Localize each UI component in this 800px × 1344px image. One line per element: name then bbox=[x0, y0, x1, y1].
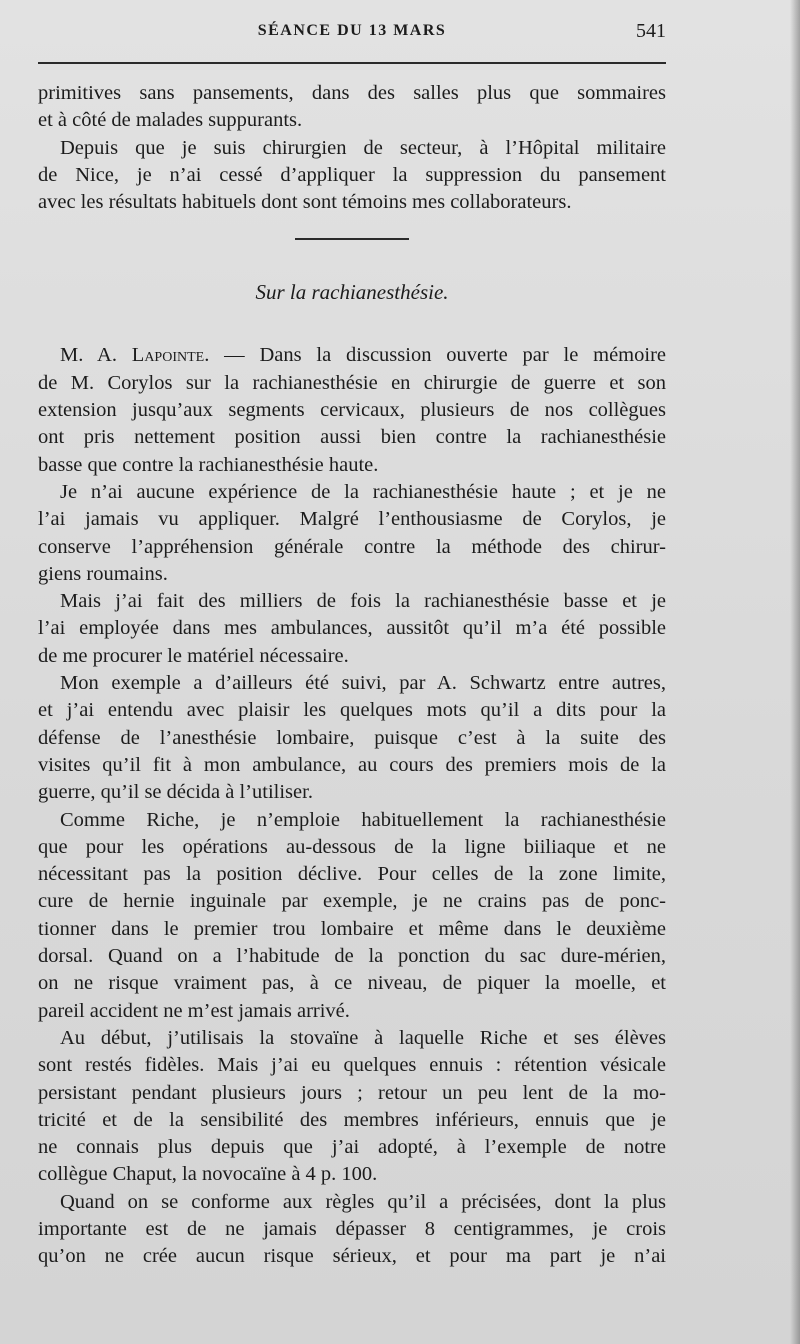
text-line: avec les résultats habituels dont sont témoins mes collaborateurs. bbox=[38, 191, 572, 214]
speaker-name: Lapointe bbox=[131, 344, 205, 367]
paragraph bbox=[38, 670, 666, 806]
text-line: dorsal. Quand on a l’habitude de la ponction du sac dure-mérien, bbox=[38, 945, 666, 968]
text-line: extension jusqu’aux segments cervicaux, plusieurs de nos collègues bbox=[38, 399, 666, 422]
text-line: ont pris nettement position aussi bien contre la rachianesthésie bbox=[38, 426, 666, 449]
text-line: de Nice, je n’ai cessé d’appliquer la suppression du pansement bbox=[38, 163, 666, 186]
text-line: guerre, qu’il se décida à l’utiliser. bbox=[38, 781, 313, 804]
text-line: pareil accident ne m’est jamais arrivé. bbox=[38, 999, 350, 1022]
speaker-rest: . — Dans la discussion ouverte par le mémoire bbox=[204, 344, 666, 367]
paragraph bbox=[38, 1025, 666, 1189]
paragraph bbox=[38, 479, 666, 588]
text-line: visites qu’il fit à mon ambulance, au cours des premiers mois de la bbox=[38, 753, 666, 776]
text-line: persistant pendant plusieurs jours ; retour un peu lent de la mo- bbox=[38, 1081, 666, 1104]
text-line: tionner dans le premier trou lombaire et même dans le deuxième bbox=[38, 917, 666, 940]
paragraph bbox=[38, 135, 666, 217]
paragraph bbox=[38, 342, 666, 478]
text-line: tricité et de la sensibilité des membres inférieurs, ennuis que je bbox=[38, 1108, 666, 1131]
text-line: Depuis que je suis chirurgien de secteur, à l’Hôpital militaire bbox=[60, 136, 666, 159]
text-line: Quand on se conforme aux règles qu’il a précisées, dont la plus bbox=[60, 1190, 666, 1213]
text-line: et j’ai entendu avec plaisir les quelques mots qu’il a dits pour la bbox=[38, 699, 666, 722]
section-separator-rule bbox=[295, 238, 409, 240]
text-line: l’ai jamais vu appliquer. Malgré l’enthousiasme de Corylos, je bbox=[38, 508, 666, 531]
text-line: conserve l’appréhension générale contre la méthode des chirur- bbox=[38, 535, 666, 558]
section-title: Sur la rachianesthésie. bbox=[255, 280, 449, 305]
text-line: de me procurer le matériel nécessaire. bbox=[38, 644, 349, 667]
paragraph bbox=[38, 588, 666, 670]
paragraph-intro bbox=[38, 80, 666, 135]
text-line: collègue Chaput, la novocaïne à 4 p. 100. bbox=[38, 1163, 378, 1186]
text-line: giens roumains. bbox=[38, 562, 168, 585]
page-number: 541 bbox=[636, 20, 666, 42]
paragraph bbox=[38, 1189, 666, 1271]
body-text bbox=[38, 80, 666, 1271]
page-edge-shadow bbox=[790, 0, 800, 1344]
text-line: sont restés fidèles. Mais j’ai eu quelques ennuis : rétention vésicale bbox=[38, 1054, 666, 1077]
text-line: et à côté de malades suppurants. bbox=[38, 109, 303, 132]
paragraph bbox=[38, 807, 666, 1025]
speaker-prefix: M. A. bbox=[60, 344, 132, 367]
text-line: Je n’ai aucune expérience de la rachianesthésie haute ; et je ne bbox=[60, 480, 666, 503]
text-line: qu’on ne crée aucun risque sérieux, et pour ma part je n’ai bbox=[38, 1245, 666, 1268]
text-line: défense de l’anesthésie lombaire, puisque c’est à la suite des bbox=[38, 726, 666, 749]
header-rule bbox=[38, 62, 666, 64]
text-line: nécessitant pas la position déclive. Pour celles de la zone limite, bbox=[38, 863, 666, 886]
text-line: Au début, j’utilisais la stovaïne à laquelle Riche et ses élèves bbox=[60, 1026, 666, 1049]
text-line: primitives sans pansements, dans des salles plus que sommaires bbox=[38, 82, 666, 104]
text-line: on ne risque vraiment pas, à ce niveau, de piquer la moelle, et bbox=[38, 972, 666, 995]
text-line: importante est de ne jamais dépasser 8 centigrammes, je crois bbox=[38, 1217, 666, 1240]
text-line: l’ai employée dans mes ambulances, aussitôt qu’il m’a été possible bbox=[38, 617, 666, 640]
text-line: Mon exemple a d’ailleurs été suivi, par A. Schwartz entre autres, bbox=[60, 672, 666, 695]
text-line: que pour les opérations au-dessous de la ligne biiliaque et ne bbox=[38, 835, 666, 858]
page-header bbox=[38, 20, 666, 48]
text-line bbox=[38, 342, 666, 369]
text-line: de M. Corylos sur la rachianesthésie en chirurgie de guerre et son bbox=[38, 371, 666, 394]
text-line: cure de hernie inguinale par exemple, je ne crains pas de ponc- bbox=[38, 890, 666, 913]
text-line: basse que contre la rachianesthésie haute. bbox=[38, 453, 379, 476]
text-line: Comme Riche, je n’emploie habituellement la rachianesthésie bbox=[60, 808, 666, 831]
running-head: SÉANCE DU 13 MARS bbox=[257, 22, 447, 39]
text-line: Mais j’ai fait des milliers de fois la rachianesthésie basse et je bbox=[60, 590, 666, 613]
text-line: ne connais plus depuis que j’ai adopté, à l’exemple de notre bbox=[38, 1136, 666, 1159]
